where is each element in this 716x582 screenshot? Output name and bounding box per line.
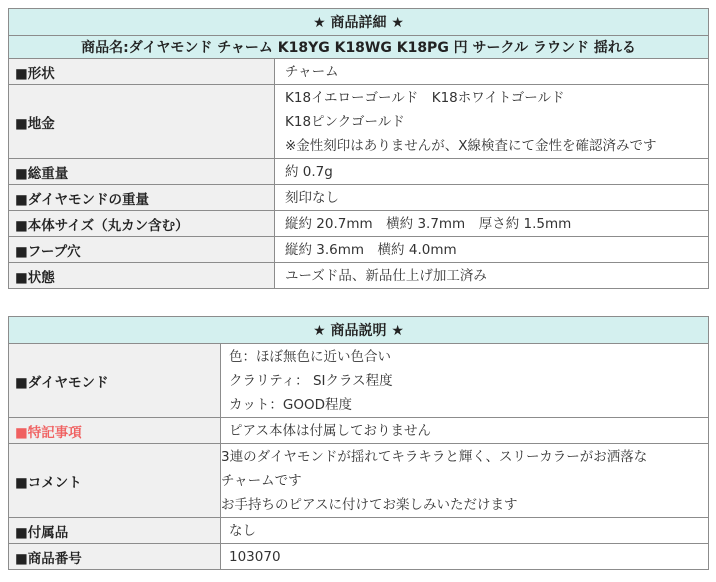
- description-header: ★ 商品説明 ★: [9, 317, 709, 344]
- value-body-size: 縦約 20.7mm 横約 3.7mm 厚さ約 1.5mm: [275, 211, 709, 237]
- label-diamond: ■ダイヤモンド: [9, 344, 221, 418]
- product-details-table: [8, 8, 709, 289]
- product-description-table: [8, 316, 709, 570]
- label-hoop-hole: ■フープ穴: [9, 237, 275, 263]
- value-diamond: 色：ほぼ無色に近い色合い クラリティ： SIクラス程度 カット：GOOD程度: [221, 344, 709, 418]
- label-special-notes: ■特記事項: [9, 418, 221, 444]
- value-hoop-hole: 縦約 3.6mm 横約 4.0mm: [275, 237, 709, 263]
- label-metal: ■地金: [9, 85, 275, 159]
- label-product-number: ■商品番号: [9, 544, 221, 570]
- value-diamond-weight: 刻印なし: [275, 185, 709, 211]
- value-accessories: なし: [221, 518, 709, 544]
- value-special-notes: ピアス本体は付属しておりません: [221, 418, 709, 444]
- label-diamond-weight: ■ダイヤモンドの重量: [9, 185, 275, 211]
- label-shape: ■形状: [9, 59, 275, 85]
- label-body-size: ■本体サイズ（丸カン含む）: [9, 211, 275, 237]
- product-name: 商品名:ダイヤモンド チャーム K18YG K18WG K18PG 円 サークル ラウンド 揺れる: [9, 36, 709, 59]
- value-total-weight: 約 0.7g: [275, 159, 709, 185]
- label-comment: ■コメント: [9, 444, 221, 518]
- label-condition: ■状態: [9, 263, 275, 289]
- value-product-number: 103070: [221, 544, 709, 570]
- value-metal: K18イエローゴールド K18ホワイトゴールド K18ピンクゴールド ※金性刻印はありませんが、X線検査にて金性を確認済みです: [275, 85, 709, 159]
- label-total-weight: ■総重量: [9, 159, 275, 185]
- value-comment: 3連のダイヤモンドが揺れてキラキラと輝く、スリーカラーがお洒落な チャームです お手持ちのピアスに付けてお楽しみいただけます: [221, 444, 709, 518]
- label-accessories: ■付属品: [9, 518, 221, 544]
- value-shape: チャーム: [275, 59, 709, 85]
- value-condition: ユーズド品、新品仕上げ加工済み: [275, 263, 709, 289]
- details-header: ★ 商品詳細 ★: [9, 9, 709, 36]
